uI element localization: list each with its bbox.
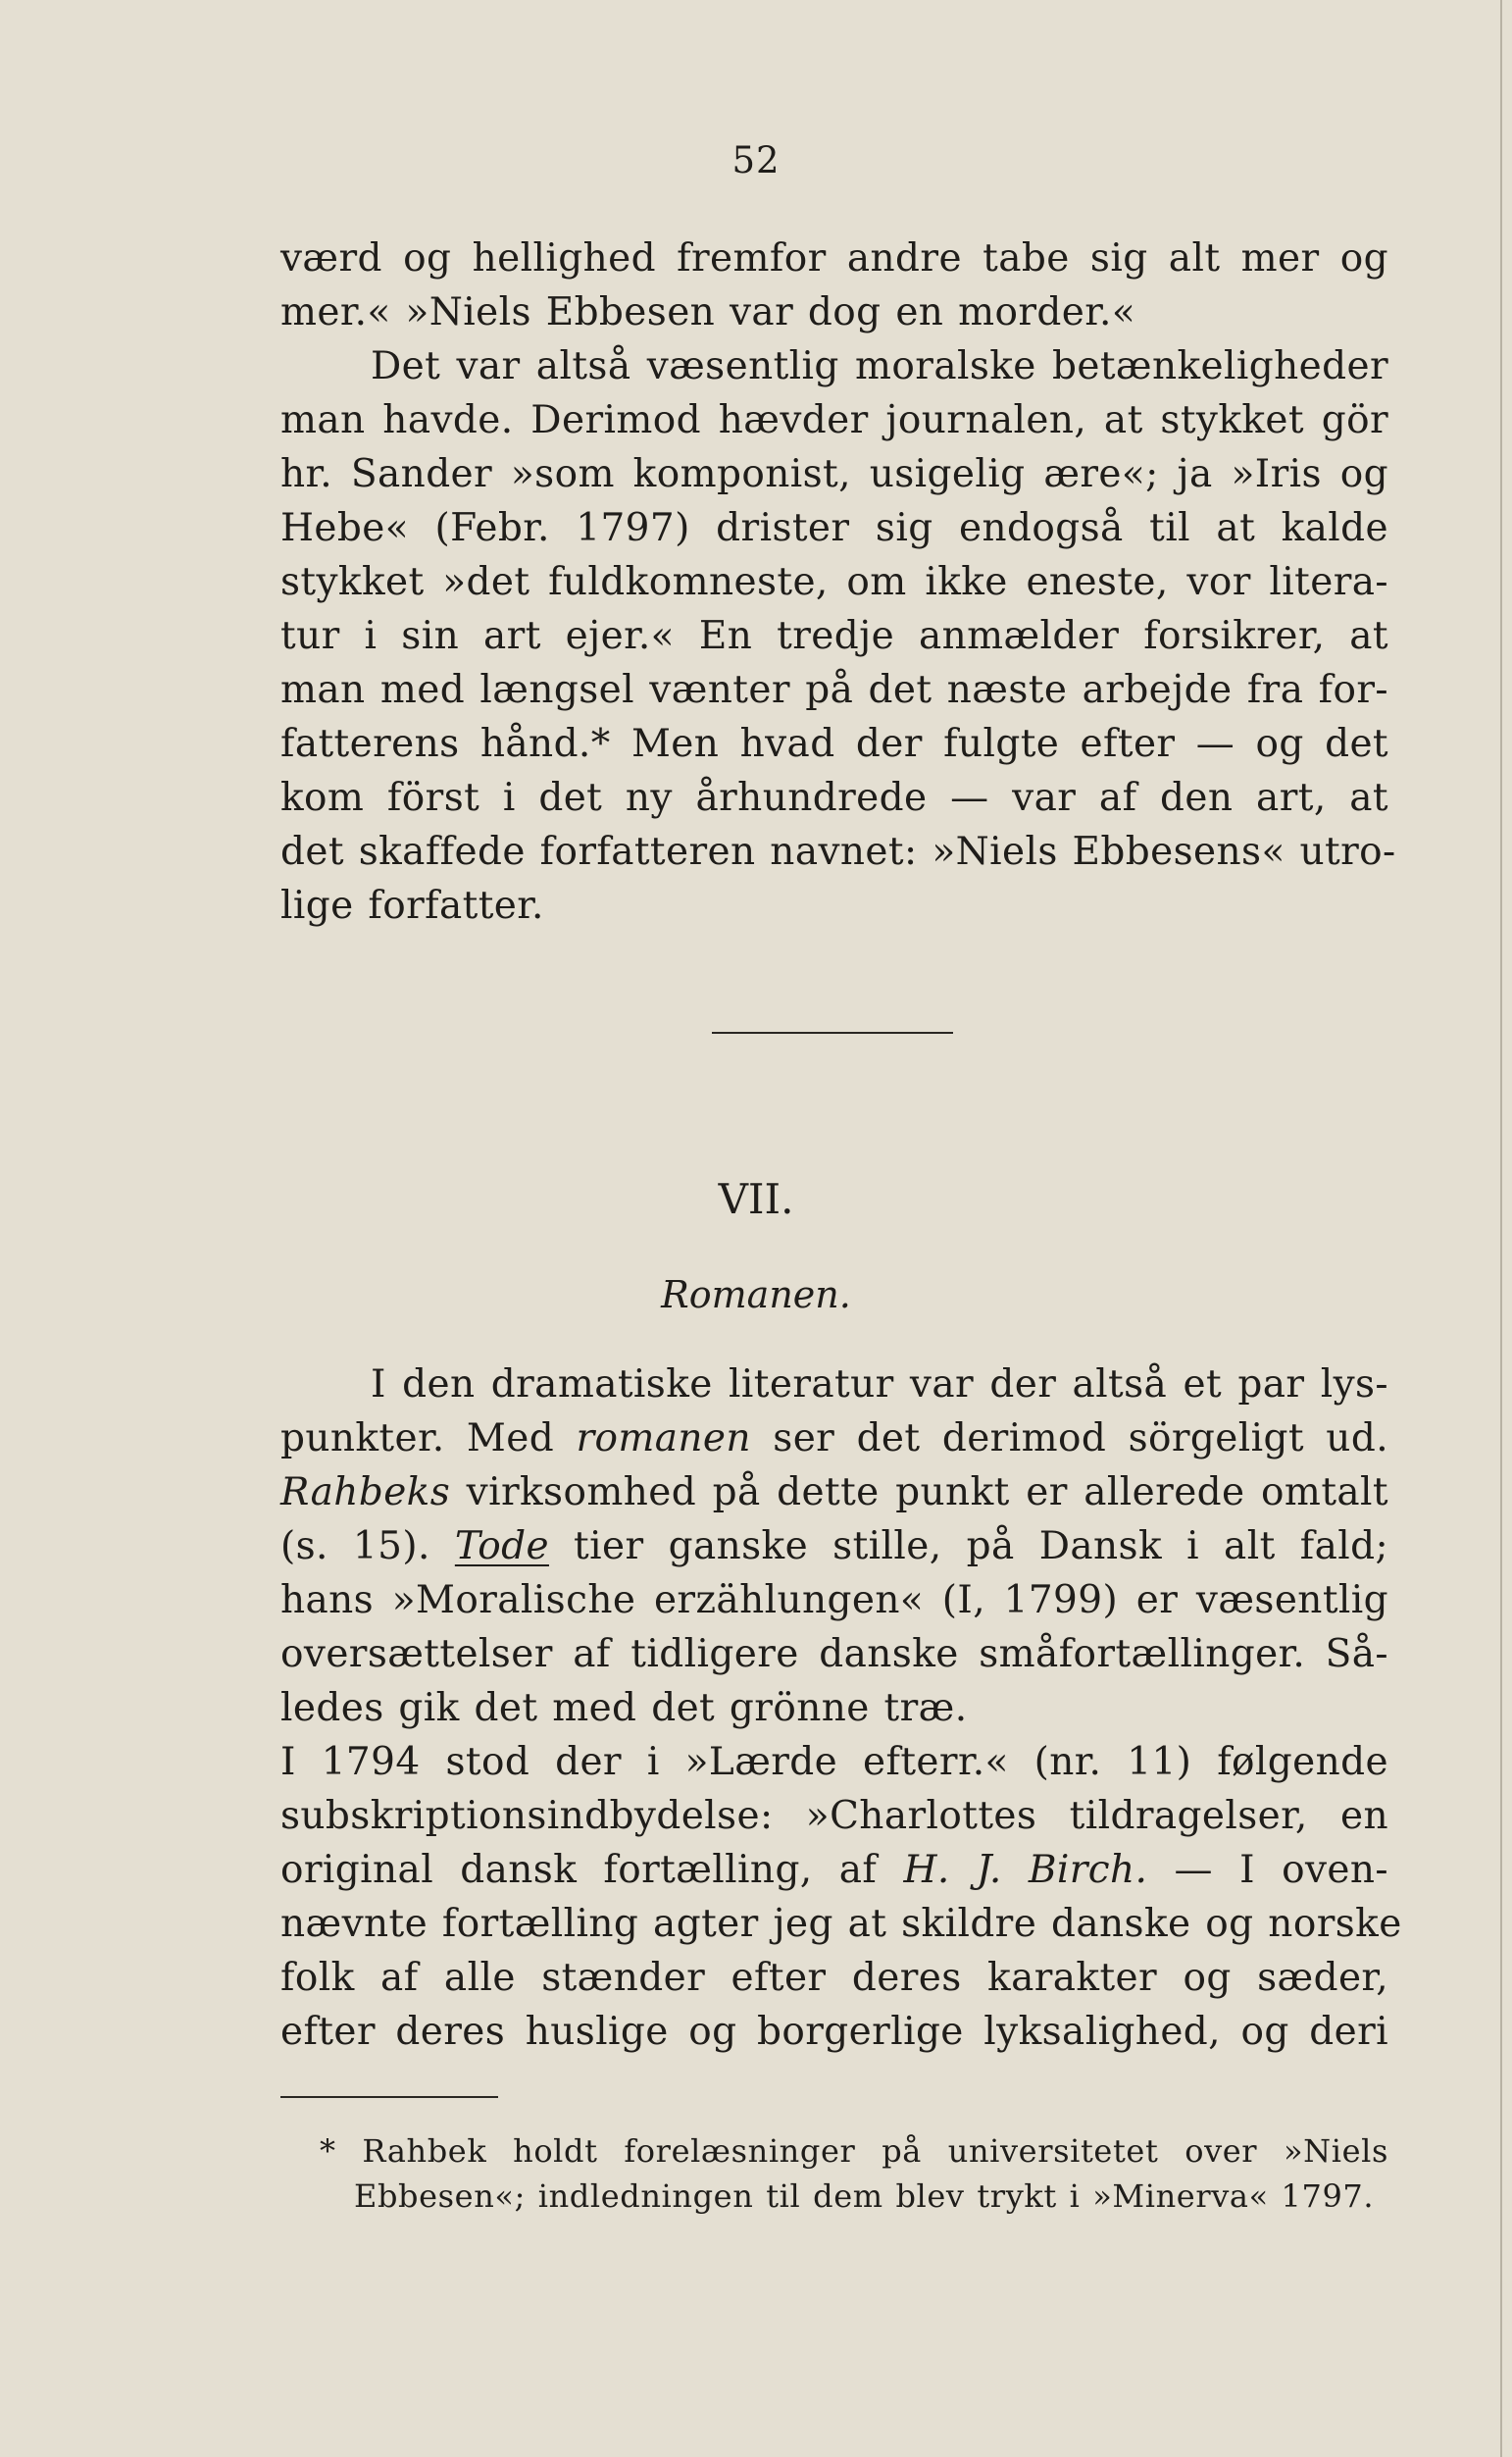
text-line: man med længsel vænter på det næste arbejde fra for- [280,668,1388,712]
footnote-line: * Rahbek holdt forelæsninger på universitetet over »Niels [320,2132,1388,2170]
text-line: hr. Sander »som komponist, usigelig ære«; ja »Iris og [280,452,1388,496]
text-line: man havde. Derimod hævder journalen, at stykket gör [280,398,1388,442]
page-number: 52 [731,139,781,181]
chapter-title: Romanen. [661,1273,851,1316]
text-span: ser det derimod sörgeligt ud. [750,1416,1388,1460]
footnote-line: Ebbesen«; indledningen til dem blev trykt i »Minerva« 1797. [354,2177,1375,2215]
section-divider [712,1032,953,1034]
text-span: virksomhed på dette punkt er allerede omtalt [450,1470,1388,1514]
page-edge [1500,0,1502,2457]
text-line [280,1465,1388,1519]
italic-name: Tode [454,1524,549,1568]
text-line [280,1519,1388,1573]
text-span: — I oven- [1147,1848,1388,1892]
text-line: subskriptionsindbydelse: »Charlottes tildragelser, en [280,1794,1388,1838]
text-line: folk af alle stænder efter deres karakter og sæder, [280,1956,1388,2000]
italic-term: romanen [576,1416,751,1460]
text-span: tier ganske stille, på Dansk i alt fald; [548,1524,1388,1568]
chapter-number: VII. [718,1175,794,1223]
text-line: nævnte fortælling agter jeg at skildre danske og norske [280,1902,1402,1946]
text-line: tur i sin art ejer.« En tredje anmælder forsikrer, at [280,614,1388,658]
text-span: punkter. Med [280,1416,577,1460]
text-line: Hebe« (Febr. 1797) drister sig endogså til at kalde [280,506,1388,550]
text-line: oversættelser af tidligere danske småfortællinger. Så- [280,1632,1388,1676]
text-line: Det var altså væsentlig moralske betænkeligheder [371,344,1388,388]
text-line: fatterens hånd.* Men hvad der fulgte efter — og det [280,722,1388,766]
paragraph-1 [280,231,1396,933]
paragraph-2 [280,1357,1388,1735]
text-line [280,1411,1388,1465]
text-line: efter deres huslige og borgerlige lyksalighed, og deri [280,2010,1388,2054]
text-line [280,1843,1388,1897]
text-line: værd og hellighed fremfor andre tabe sig alt mer og [280,236,1388,281]
text-line: kom först i det ny århundrede — var af den art, at [280,776,1388,820]
italic-name: H. J. Birch. [903,1848,1148,1892]
text-line: I 1794 stod der i »Lærde efterr.« (nr. 11) følgende [280,1740,1388,1784]
footnote-rule [280,2096,498,2098]
italic-name: Rahbeks [280,1470,451,1514]
paragraph-3 [280,1735,1402,2059]
text-span: original dansk fortælling, af [280,1848,904,1892]
footnote [280,2128,1388,2219]
text-line: lige forfatter. [280,884,544,928]
text-span: (s. 15). [280,1524,455,1568]
text-line: ledes gik det med det grönne træ. [280,1686,968,1730]
text-line: stykket »det fuldkomneste, om ikke eneste, vor litera- [280,560,1388,604]
text-line: mer.« »Niels Ebbesen var dog en morder.« [280,290,1136,334]
text-line: I den dramatiske literatur var der altså et par lys- [371,1362,1388,1407]
text-line: hans »Moralische erzählungen« (I, 1799) er væsentlig [280,1578,1388,1622]
text-line: det skaffede forfatteren navnet: »Niels Ebbesens« utro- [280,830,1396,874]
